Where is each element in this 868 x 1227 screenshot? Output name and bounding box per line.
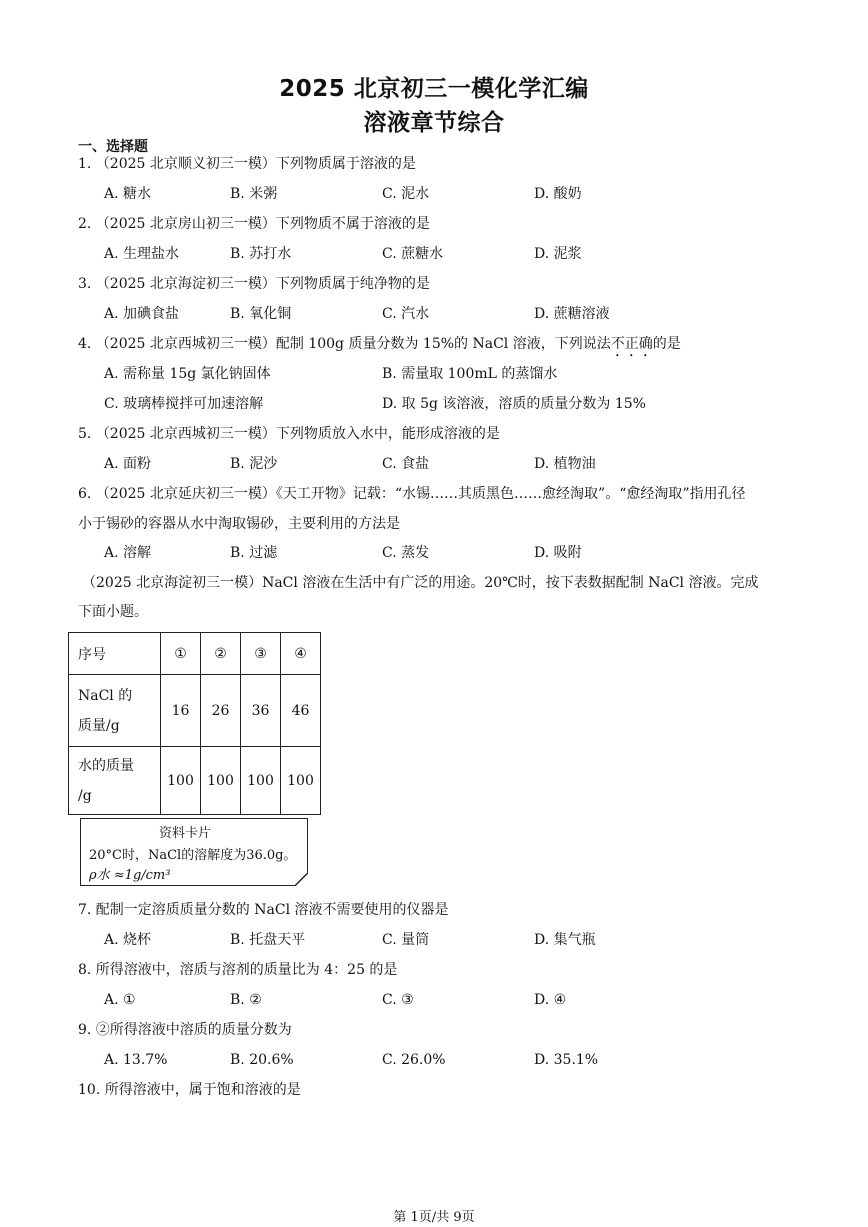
question-8-option-c: C. ③: [382, 992, 414, 1008]
document-title: 2025 北京初三一模化学汇编: [279, 76, 589, 102]
question-8-option-d: D. ④: [534, 992, 567, 1008]
question-5-option-b: B. 泥沙: [230, 456, 278, 472]
emphasized-text: 不正确: [610, 336, 653, 352]
question-9-option-c: C. 26.0%: [382, 1052, 446, 1068]
question-9-option-a: A. 13.7%: [104, 1052, 168, 1068]
question-6-option-b: B. 过滤: [230, 545, 278, 561]
question-1-option-c: C. 泥水: [382, 186, 430, 202]
info-card: [80, 818, 308, 886]
question-2-option-d: D. 泥浆: [534, 246, 582, 262]
table-header-cell: 序号: [69, 633, 161, 675]
table-row: [69, 747, 321, 815]
table-cell: 100: [281, 747, 321, 815]
table-row-label: 水的质量 /g: [69, 747, 161, 815]
question-9-stem: 9. ②所得溶液中溶质的质量分数为: [78, 1022, 292, 1038]
question-4-option-d: D. 取 5g 该溶液，溶质的质量分数为 15%: [382, 396, 646, 412]
table-cell: 100: [241, 747, 281, 815]
question-3-option-a: A. 加碘食盐: [104, 306, 180, 322]
question-6-option-d: D. 吸附: [534, 545, 582, 561]
page-fold-icon: [294, 872, 308, 886]
question-7-option-a: A. 烧杯: [104, 932, 152, 948]
table-header-cell: ③: [241, 633, 281, 675]
question-6-option-a: A. 溶解: [104, 545, 152, 561]
question-1-option-a: A. 糖水: [104, 186, 152, 202]
page-footer: 第 1页/共 9页: [393, 1210, 475, 1225]
question-1-stem: 1. （2025 北京顺义初三一模）下列物质属于溶液的是: [78, 156, 416, 172]
table-row: [69, 633, 321, 675]
question-6-option-c: C. 蒸发: [382, 545, 430, 561]
question-4-stem: 4. （2025 北京西城初三一模）配制 100g 质量分数为 15%的 NaCl 溶液，下列说法不正确的是: [78, 336, 681, 352]
question-8-option-a: A. ①: [104, 992, 136, 1008]
question-2-option-b: B. 苏打水: [230, 246, 292, 262]
data-table: [68, 632, 321, 815]
table-row: [69, 675, 321, 747]
table-cell: 26: [201, 675, 241, 747]
question-7-option-b: B. 托盘天平: [230, 932, 306, 948]
question-4-option-b: B. 需量取 100mL 的蒸馏水: [382, 366, 558, 382]
question-2-option-c: C. 蔗糖水: [382, 246, 444, 262]
table-row-label: NaCl 的 质量/g: [69, 675, 161, 747]
info-card-line: 20°C时，NaCl的溶解度为36.0g。: [89, 848, 297, 863]
question-9-option-d: D. 35.1%: [534, 1052, 599, 1068]
question-3-option-b: B. 氧化铜: [230, 306, 292, 322]
table-cell: 16: [161, 675, 201, 747]
question-3-option-d: D. 蔗糖溶液: [534, 306, 610, 322]
question-9-option-b: B. 20.6%: [230, 1052, 294, 1068]
question-5-option-d: D. 植物油: [534, 456, 596, 472]
question-8-option-b: B. ②: [230, 992, 262, 1008]
question-7-stem: 7. 配制一定溶质质量分数的 NaCl 溶液不需要使用的仪器是: [78, 902, 449, 918]
table-cell: 36: [241, 675, 281, 747]
passage-intro: （2025 北京海淀初三一模）NaCl 溶液在生活中有广泛的用途。20℃时，按下表数据配制 NaCl 溶液。完成: [82, 575, 759, 591]
question-7-option-d: D. 集气瓶: [534, 932, 596, 948]
question-5-stem: 5. （2025 北京西城初三一模）下列物质放入水中，能形成溶液的是: [78, 426, 500, 442]
info-card-line: ρ水 ≈1g/cm³: [89, 868, 171, 883]
question-8-stem: 8. 所得溶液中，溶质与溶剂的质量比为 4：25 的是: [78, 962, 398, 978]
question-1-option-b: B. 米粥: [230, 186, 278, 202]
question-3-option-c: C. 汽水: [382, 306, 430, 322]
question-2-stem: 2. （2025 北京房山初三一模）下列物质不属于溶液的是: [78, 216, 430, 232]
question-6-stem: 6. （2025 北京延庆初三一模）《天工开物》记载：“水锡……其质黑色……愈经淘取”。“愈经淘取”指用孔径: [78, 486, 746, 502]
question-5-option-a: A. 面粉: [104, 456, 152, 472]
table-cell: 46: [281, 675, 321, 747]
question-4-option-a: A. 需称量 15g 氯化钠固体: [104, 366, 271, 382]
table-cell: 100: [161, 747, 201, 815]
question-4-option-c: C. 玻璃棒搅拌可加速溶解: [104, 396, 264, 412]
table-header-cell: ②: [201, 633, 241, 675]
table-cell: 100: [201, 747, 241, 815]
question-7-option-c: C. 量筒: [382, 932, 430, 948]
question-6-stem-cont: 小于锡砂的容器从水中淘取锡砂，主要利用的方法是: [78, 516, 400, 532]
question-3-stem: 3. （2025 北京海淀初三一模）下列物质属于纯净物的是: [78, 276, 430, 292]
section-heading: 一、选择题: [78, 139, 148, 155]
question-5-option-c: C. 食盐: [382, 456, 430, 472]
question-10-stem: 10. 所得溶液中，属于饱和溶液的是: [78, 1082, 301, 1098]
passage-intro-cont: 下面小题。: [78, 604, 148, 620]
question-1-option-d: D. 酸奶: [534, 186, 582, 202]
question-2-option-a: A. 生理盐水: [104, 246, 180, 262]
document-subtitle: 溶液章节综合: [363, 110, 505, 136]
table-header-cell: ①: [161, 633, 201, 675]
table-header-cell: ④: [281, 633, 321, 675]
info-card-title: 资料卡片: [159, 826, 212, 841]
